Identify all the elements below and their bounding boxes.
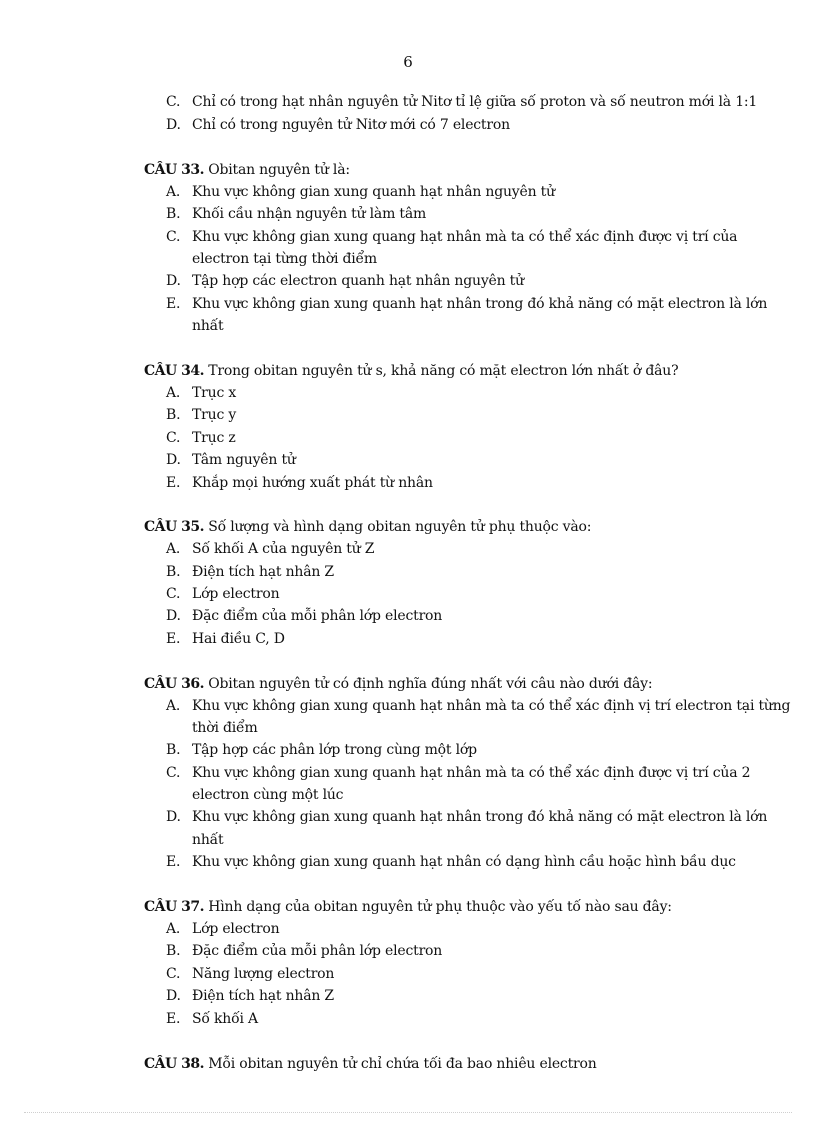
question-label: CÂU 33. (144, 162, 204, 178)
question-text: Mỗi obitan nguyên tử chỉ chứa tối đa bao nhiêu electron (208, 1056, 597, 1072)
option-continuation: electron cùng một lúc (192, 787, 344, 803)
option-text: Khu vực không gian xung quang hạt nhân mà ta có thể xác định được vị trí của (192, 229, 738, 245)
option-letter: E. (166, 475, 181, 491)
option-letter: D. (166, 809, 181, 825)
option-letter: C. (166, 966, 181, 982)
option-text: Lớp electron (192, 586, 280, 602)
option-letter: D. (166, 608, 181, 624)
option-letter: B. (166, 742, 181, 758)
option-letter: A. (166, 541, 181, 557)
option-line (166, 384, 236, 402)
option-letter: E. (166, 296, 181, 312)
question-35 (144, 518, 591, 536)
option-text: Số khối A (192, 1011, 258, 1027)
option-line (166, 228, 737, 246)
option-letter: C. (166, 586, 181, 602)
option-line (166, 563, 334, 581)
option-text: Chỉ có trong hạt nhân nguyên tử Nitơ tỉ lệ giữa số proton và số neutron mới là 1:1 (192, 94, 758, 110)
option-line (166, 942, 442, 960)
option-text: Lớp electron (192, 921, 280, 937)
option-text: Khu vực không gian xung quanh hạt nhân mà ta có thể xác định được vị trí của 2 (192, 765, 751, 781)
option-text: Chỉ có trong nguyên tử Nitơ mới có 7 electron (192, 117, 510, 133)
option-line (166, 965, 334, 983)
option-line (166, 741, 477, 759)
option-line (166, 183, 555, 201)
option-continuation: nhất (192, 318, 224, 334)
option-line (166, 93, 757, 111)
question-38 (144, 1055, 597, 1073)
option-text: Trục z (192, 430, 236, 446)
option-line (166, 1010, 258, 1028)
option-text: Đặc điểm của mỗi phân lớp electron (192, 943, 443, 959)
option-line (166, 987, 334, 1005)
option-text: Khu vực không gian xung quanh hạt nhân mà ta có thể xác định vị trí electron tại từng (192, 698, 791, 714)
option-letter: D. (166, 988, 181, 1004)
option-text: Khu vực không gian xung quanh hạt nhân nguyên tử (192, 184, 555, 200)
question-text: Hình dạng của obitan nguyên tử phụ thuộc vào yếu tố nào sau đây: (208, 899, 672, 915)
option-text: Trục y (192, 407, 237, 423)
option-text: Khu vực không gian xung quanh hạt nhân trong đó khả năng có mặt electron là lớn (192, 809, 768, 825)
option-text: Hai điều C, D (192, 631, 285, 647)
question-label: CÂU 38. (144, 1056, 204, 1072)
footer-divider (24, 1112, 792, 1113)
option-letter: E. (166, 1011, 181, 1027)
option-letter: A. (166, 385, 181, 401)
option-text: Khối cầu nhận nguyên tử làm tâm (192, 206, 427, 222)
option-letter: C. (166, 765, 181, 781)
option-continuation: electron tại từng thời điểm (192, 251, 378, 267)
option-line (166, 585, 279, 603)
option-line (166, 764, 750, 782)
option-text: Khắp mọi hướng xuất phát từ nhân (192, 475, 433, 491)
question-label: CÂU 36. (144, 676, 204, 692)
option-line (166, 272, 524, 290)
option-text: Số khối A của nguyên tử Z (192, 541, 375, 557)
question-text: Obitan nguyên tử có định nghĩa đúng nhất với câu nào dưới đây: (208, 676, 653, 692)
question-36 (144, 675, 652, 693)
option-letter: D. (166, 273, 181, 289)
option-line (166, 920, 279, 938)
option-letter: A. (166, 184, 181, 200)
option-text: Điện tích hạt nhân Z (192, 988, 334, 1004)
option-text: Điện tích hạt nhân Z (192, 564, 334, 580)
option-letter: B. (166, 564, 181, 580)
option-text: Tập hợp các phân lớp trong cùng một lớp (192, 742, 477, 758)
option-letter: B. (166, 943, 181, 959)
option-line (166, 474, 433, 492)
page-number: 6 (403, 53, 413, 71)
option-letter: C. (166, 229, 181, 245)
option-letter: D. (166, 117, 181, 133)
question-37 (144, 898, 672, 916)
option-letter: C. (166, 94, 181, 110)
option-text: Trục x (192, 385, 237, 401)
option-letter: B. (166, 407, 181, 423)
option-text: Năng lượng electron (192, 966, 335, 982)
option-line (166, 853, 736, 871)
option-line (166, 295, 767, 313)
option-letter: D. (166, 452, 181, 468)
question-label: CÂU 34. (144, 363, 204, 379)
question-text: Trong obitan nguyên tử s, khả năng có mặt electron lớn nhất ở đâu? (208, 363, 679, 379)
option-line (166, 205, 426, 223)
option-line (166, 406, 236, 424)
option-line (166, 540, 374, 558)
option-line (166, 808, 767, 826)
option-continuation: nhất (192, 832, 224, 848)
option-letter: B. (166, 206, 181, 222)
option-letter: C. (166, 430, 181, 446)
option-line (166, 697, 790, 715)
option-text: Tâm nguyên tử (192, 452, 296, 468)
option-text: Đặc điểm của mỗi phân lớp electron (192, 608, 443, 624)
question-label: CÂU 35. (144, 519, 204, 535)
option-letter: E. (166, 631, 181, 647)
option-letter: A. (166, 698, 181, 714)
option-line (166, 607, 442, 625)
option-line (166, 116, 510, 134)
option-letter: E. (166, 854, 181, 870)
question-label: CÂU 37. (144, 899, 204, 915)
option-text: Khu vực không gian xung quanh hạt nhân có dạng hình cầu hoặc hình bầu dục (192, 854, 736, 870)
question-34 (144, 362, 678, 380)
question-text: Số lượng và hình dạng obitan nguyên tử phụ thuộc vào: (208, 519, 592, 535)
option-continuation: thời điểm (192, 720, 258, 736)
question-text: Obitan nguyên tử là: (208, 162, 350, 178)
option-line (166, 451, 296, 469)
option-letter: A. (166, 921, 181, 937)
option-text: Khu vực không gian xung quanh hạt nhân trong đó khả năng có mặt electron là lớn (192, 296, 768, 312)
option-line (166, 429, 236, 447)
option-line (166, 630, 285, 648)
question-33 (144, 161, 350, 179)
option-text: Tập hợp các electron quanh hạt nhân nguyên tử (192, 273, 524, 289)
